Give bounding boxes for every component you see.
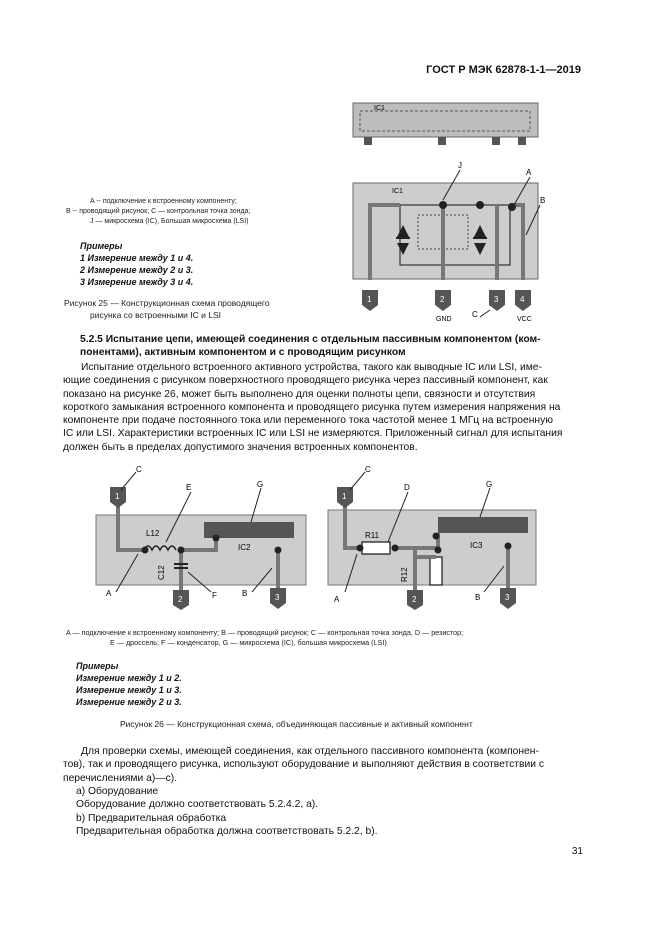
l12-label: L12 [146, 529, 160, 538]
figure-25-diagram [340, 95, 550, 330]
svg-text:1: 1 [367, 295, 372, 304]
fig25-example: 2 Измерение между 2 и 3. [80, 265, 194, 275]
probe-2 [173, 590, 189, 610]
probe-2 [407, 590, 423, 610]
svg-text:2: 2 [178, 595, 183, 604]
label-F: F [212, 591, 217, 600]
svg-text:3: 3 [505, 593, 510, 602]
section-paragraph: Испытание отдельного встроенного активного устройства, такого как выводные IC или LSI, име- ющие соединения с рисунком поверхностного проводящего рисунка через пассивный компонент, как показано на рисунке 26, может быть выполнено для оценки полноты цепи, связности и отсутствия короткого замыкания встроенного компонента и проводящего рисунка путем измерения напряжения на компоненте при подаче постоянного тока или переменного тока частотой менее 1 МГц на встроенную IC или LSI. Характеристики встроенных IC или LSI не измеряются. Приложенный сигнал для испытания должен быть в пределах допустимого значения встроенных компонентов. [63, 362, 563, 453]
probe-3 [500, 588, 516, 609]
fig26-example: Измерение между 1 и 2. [76, 673, 182, 683]
ic1-board-label: IC1 [392, 188, 403, 195]
r12-label: R12 [400, 567, 409, 582]
label-A: A [106, 589, 112, 598]
label-B: B [540, 196, 546, 205]
figure-26-right-diagram [320, 460, 560, 610]
label-B: B [475, 593, 481, 602]
fig26-legend-line: A — подключение к встроенному компоненту; B — проводящий рисунок; C — контрольная точка зонда, D — резистор; [66, 628, 464, 637]
fig26-example: Измерение между 2 и 3. [76, 697, 182, 707]
label-E: E [186, 483, 192, 492]
label-B: B [242, 589, 248, 598]
bottom-items [76, 785, 378, 838]
label-C: C [365, 465, 371, 474]
fig25-examples-title: Примеры [80, 241, 123, 251]
bottom-paragraph: Для проверки схемы, имеющей соединения, как отдельного пассивного компонента (компонен- тов), так и проводящего рисунка, используют оборудование и выполняют действия в соответствии с перечислениями а)—с). [63, 746, 544, 784]
ic3-chip [438, 517, 528, 533]
probe-3 [489, 290, 505, 311]
probe-1 [337, 487, 353, 508]
svg-text:2: 2 [412, 595, 417, 604]
c12-label: C12 [157, 565, 166, 580]
probe-1 [362, 290, 378, 311]
fig25-caption: рисунка со встроенными IC и LSI [90, 310, 222, 320]
list-item: Предварительная обработка должна соответствовать 5.2.2, b). [76, 825, 378, 837]
fig25-legend-line: B -- проводящий рисунок; C — контрольная точка зонда; [66, 208, 251, 215]
label-D: D [404, 483, 410, 492]
fig26-example: Измерение между 1 и 3. [76, 685, 182, 695]
fig26-examples-title: Примеры [76, 661, 119, 671]
section-heading: 5.2.5 Испытание цепи, имеющей соединения с отдельным пассивным компонентом (ком- понентами), активным компонентом и с проводящим рисунком [80, 334, 541, 358]
list-item: Оборудование должно соответствовать 5.2.4.2, а). [76, 799, 319, 811]
label-G: G [257, 480, 264, 489]
probe-4 [515, 290, 531, 311]
list-item: а) Оборудование [76, 786, 159, 797]
fig25-legend-line: J — микросхема (IC), Большая микросхема (LSI) [90, 218, 249, 225]
standard-header: ГОСТ Р МЭК 62878-1-1—2019 [426, 64, 581, 76]
ic3-label: IC3 [470, 541, 483, 550]
label-A: A [526, 168, 532, 177]
label-G: G [486, 480, 493, 489]
fig25-example: 1 Измерение между 1 и 4. [80, 253, 194, 263]
svg-text:3: 3 [494, 295, 499, 304]
probe-1 [110, 487, 126, 508]
probe-2 [435, 290, 451, 311]
probe-3 [270, 588, 286, 609]
gnd-label: GND [436, 316, 452, 323]
fig26-caption: Рисунок 26 — Конструкционная схема, объединяющая пассивные и активный компонент [120, 719, 473, 729]
svg-text:1: 1 [115, 492, 120, 501]
fig25-example: 3 Измерение между 3 и 4. [80, 277, 194, 287]
label-C: C [472, 310, 478, 319]
ic1-top-label: IC1 [374, 105, 385, 112]
vcc-label: VCC [517, 316, 532, 323]
svg-text:2: 2 [440, 295, 445, 304]
fig26-legend-line: E — дроссель; F — конденсатор, G — микросхема (IC), большая микросхема (LSI) [110, 638, 387, 647]
figure-26-left-diagram [66, 460, 316, 610]
fig25-legend-line: A -- подключение к встроенному компоненту; [90, 198, 237, 205]
list-item: b) Предварительная обработка [76, 812, 227, 824]
svg-text:3: 3 [275, 593, 280, 602]
label-C: C [136, 465, 142, 474]
page-number: 31 [571, 846, 583, 857]
r11-label: R11 [365, 531, 380, 540]
fig25-caption: Рисунок 25 — Конструкционная схема проводящего [64, 298, 270, 308]
label-A: A [334, 595, 340, 604]
ic2-label: IC2 [238, 543, 251, 552]
svg-text:4: 4 [520, 295, 525, 304]
svg-text:1: 1 [342, 492, 347, 501]
label-J: J [458, 161, 462, 170]
